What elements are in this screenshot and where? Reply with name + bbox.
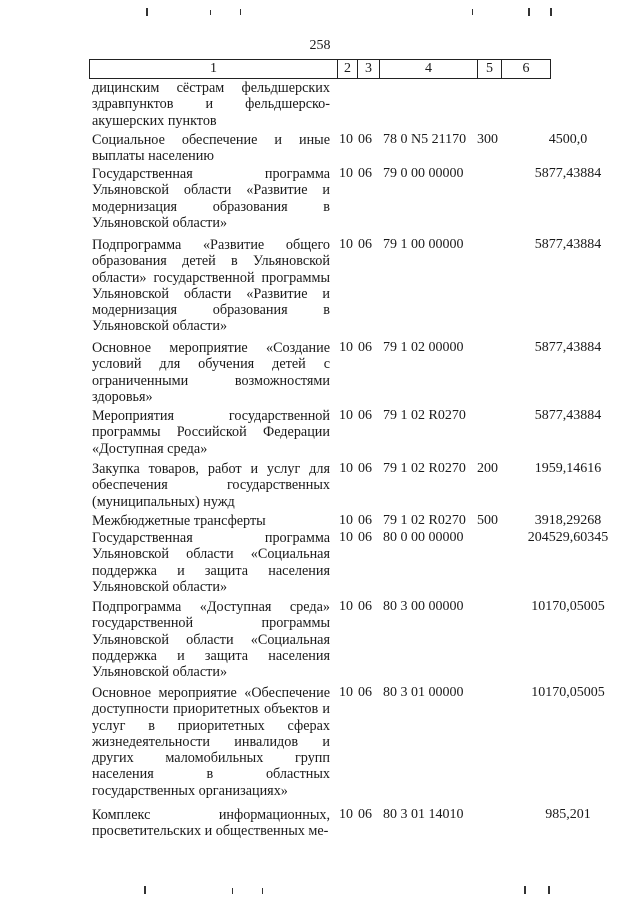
row-description: Комплекс информационных, просветительских и общественных ме- — [92, 807, 330, 840]
scan-artifact-mark — [144, 886, 146, 894]
row-amount: 10170,05005 — [531, 599, 605, 614]
row-description: Социальное обеспечение и иные выплаты населению — [92, 132, 330, 165]
row-section: 10 — [339, 237, 353, 252]
scan-artifact-mark — [240, 9, 241, 15]
row-description: Государственная программа Ульяновской области «Развитие и модернизация образования в Ульяновской области» — [92, 166, 330, 231]
row-target-code: 79 1 02 R0270 — [383, 461, 466, 476]
row-target-code: 80 3 00 00000 — [383, 599, 464, 614]
row-amount: 10170,05005 — [531, 685, 605, 700]
row-description: Подпрограмма «Развитие общего образования детей в Ульяновской области» государственной программы Ульяновской области «Развитие и модернизация образования в Ульяновской области» — [92, 237, 330, 335]
row-expense-type: 200 — [477, 461, 498, 476]
scan-artifact-mark — [548, 886, 550, 894]
row-target-code: 79 0 00 00000 — [383, 166, 464, 181]
scan-artifact-mark — [232, 888, 233, 894]
scan-artifact-mark — [524, 886, 526, 894]
row-description: Подпрограмма «Доступная среда» государственной программы Ульяновской области «Социальная поддержка и защита населения Ульяновской области» — [92, 599, 330, 681]
header-col-1: 1 — [90, 60, 338, 78]
row-description: Государственная программа Ульяновской области «Социальная поддержка и защита населения Ульяновской области» — [92, 530, 330, 595]
row-target-code: 79 1 00 00000 — [383, 237, 464, 252]
header-col-4: 4 — [380, 60, 478, 78]
row-subsection: 06 — [358, 237, 372, 252]
row-section: 10 — [339, 340, 353, 355]
row-target-code: 80 3 01 14010 — [383, 807, 464, 822]
scan-artifact-mark — [146, 8, 148, 16]
row-section: 10 — [339, 166, 353, 181]
row-description: Закупка товаров, работ и услуг для обеспечения государственных (муниципальных) нужд — [92, 461, 330, 510]
row-subsection: 06 — [358, 132, 372, 147]
row-section: 10 — [339, 599, 353, 614]
row-subsection: 06 — [358, 685, 372, 700]
row-description: Мероприятия государственной программы Российской Федерации «Доступная среда» — [92, 408, 330, 457]
row-section: 10 — [339, 408, 353, 423]
row-subsection: 06 — [358, 599, 372, 614]
row-subsection: 06 — [358, 166, 372, 181]
row-target-code: 80 3 01 00000 — [383, 685, 464, 700]
page-number: 258 — [309, 38, 331, 53]
row-target-code: 80 0 00 00000 — [383, 530, 464, 545]
scan-artifact-mark — [528, 8, 530, 16]
header-col-2: 2 — [338, 60, 358, 78]
row-description: Межбюджетные трансферты — [92, 513, 266, 529]
row-section: 10 — [339, 807, 353, 822]
row-amount: 204529,60345 — [527, 530, 609, 545]
header-col-6: 6 — [522, 61, 530, 76]
row-amount: 4500,0 — [548, 132, 588, 147]
row-subsection: 06 — [358, 513, 372, 528]
row-amount: 1959,14616 — [534, 461, 602, 476]
row-expense-type: 300 — [477, 132, 498, 147]
row-section: 10 — [339, 513, 353, 528]
row-target-code: 79 1 02 R0270 — [383, 408, 466, 423]
row-target-code: 79 1 02 00000 — [383, 340, 464, 355]
row-section: 10 — [339, 685, 353, 700]
table-header-row — [89, 59, 551, 79]
row-subsection: 06 — [358, 530, 372, 545]
row-subsection: 06 — [358, 340, 372, 355]
scan-artifact-mark — [550, 8, 552, 16]
header-col-3: 3 — [358, 60, 380, 78]
row-amount: 5877,43884 — [534, 237, 602, 252]
scan-artifact-mark — [262, 888, 263, 894]
row-amount: 3918,29268 — [534, 513, 602, 528]
row-section: 10 — [339, 461, 353, 476]
row-target-code: 78 0 N5 21170 — [383, 132, 467, 147]
scan-artifact-mark — [210, 10, 211, 15]
scan-artifact-mark — [472, 9, 473, 15]
row-description: Основное мероприятие «Создание условий для обучения детей с ограниченными возможностями здоровья» — [92, 340, 330, 405]
row-description: дицинским сёстрам фельдшерских здравпунктов и фельдшерско-акушерских пунктов — [92, 80, 330, 129]
header-col-5: 5 — [478, 60, 502, 78]
row-amount: 5877,43884 — [534, 340, 602, 355]
row-subsection: 06 — [358, 807, 372, 822]
row-section: 10 — [339, 530, 353, 545]
row-amount: 5877,43884 — [534, 408, 602, 423]
row-target-code: 79 1 02 R0270 — [383, 513, 466, 528]
row-amount: 5877,43884 — [534, 166, 602, 181]
row-subsection: 06 — [358, 408, 372, 423]
row-description: Основное мероприятие «Обеспечение доступности приоритетных объектов и услуг в приоритетных сферах жизнедеятельности инвалидов и других маломобильных групп населения в областных государственных организациях» — [92, 685, 330, 799]
row-expense-type: 500 — [477, 513, 498, 528]
row-subsection: 06 — [358, 461, 372, 476]
row-section: 10 — [339, 132, 353, 147]
row-amount: 985,201 — [545, 807, 591, 822]
